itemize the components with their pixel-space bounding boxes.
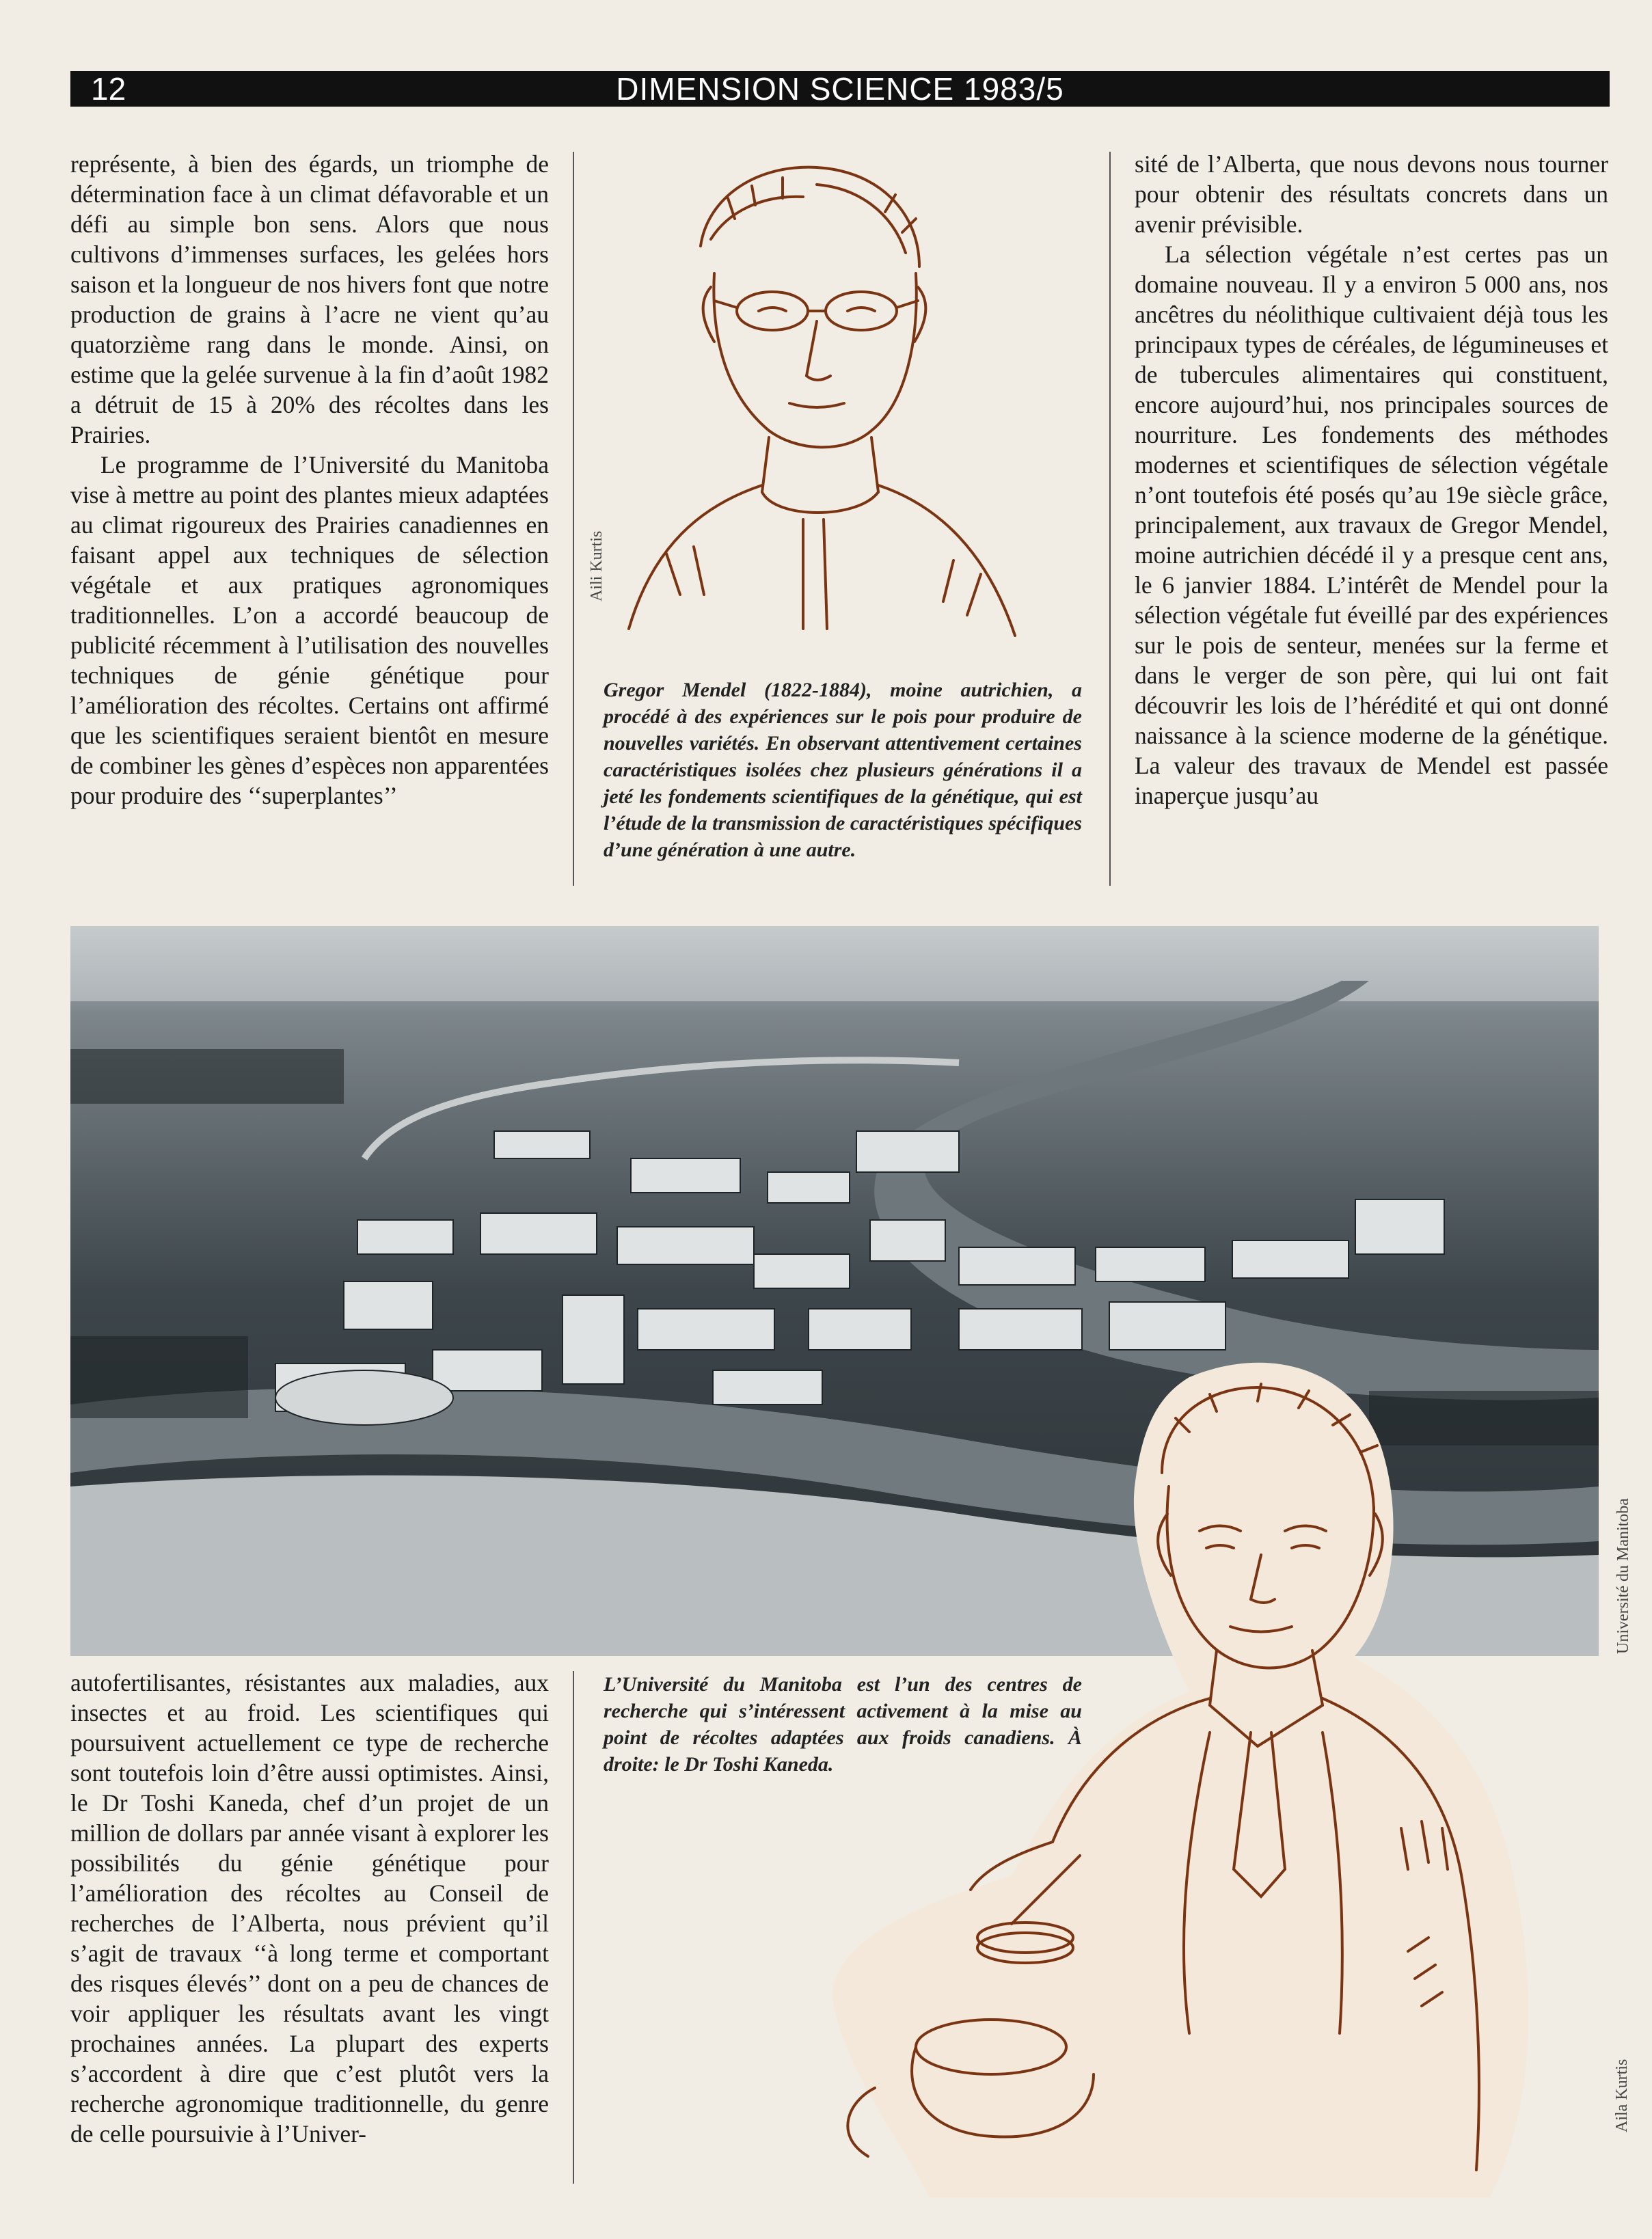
- mendel-portrait-illustration: [598, 137, 1076, 670]
- left-column-bottom: [70, 1668, 549, 2149]
- photo-caption: L’Université du Manitoba est l’un des centres de recherche qui s’intéressent activement à la mise au point de récoltes adaptées aux froids canadiens. À droite: le Dr Toshi Kaneda.: [604, 1673, 1082, 1776]
- illustration-credit: Aila Kurtis: [1613, 2059, 1631, 2132]
- paragraph: sité de l’Alberta, que nous devons nous tourner pour obtenir des résultats concrets dans un avenir prévisible.: [1135, 150, 1608, 238]
- paragraph: autofertilisantes, résistantes aux maladies, aux insectes et au froid. Les scientifiques qui poursuivent actuellement ce type de recherche sont toutefois loin d’être aussi optimistes. Ainsi, le Dr Toshi Kaneda, chef d’un projet de un million de dollars par année visant à explorer les possibilités du génie génétique pour l’amélioration des récoltes au Conseil de recherches de l’Alberta, nous prévient qu’il s’agit de travaux ‘‘à long terme et comportant des risques élevés’’ dont on a peu de chances de voir appliquer les résultats avant les vingt prochaines années. La plupart des experts s’accordent à dire que c’est plutôt vers la recherche agronomique traditionnelle, du genre de celle poursuivie à l’Univer-: [70, 1669, 549, 2147]
- journal-title: DIMENSION SCIENCE 1983/5: [616, 71, 1064, 107]
- column-divider: [573, 152, 574, 886]
- left-column-top: [70, 149, 549, 811]
- paragraph: Le programme de l’Université du Manitoba vise à mettre au point des plantes mieux adaptées au climat rigoureux des Prairies canadiennes en faisant appel aux techniques de sélection végétale et aux pratiques agronomiques traditionnelles. L’on a accordé beaucoup de publicité récemment à l’utilisation des nouvelles techniques de génie génétique pour l’amélioration des récoltes. Certains ont affirmé que les scientifiques seraient bientôt en mesure de combiner les gènes d’espèces non apparentées pour produire des ‘‘superplantes’’: [70, 451, 549, 809]
- header-bar: [70, 71, 1610, 107]
- photo-credit: Université du Manitoba: [1614, 1498, 1632, 1654]
- paragraph: La sélection végétale n’est certes pas un domaine nouveau. Il y a environ 5 000 ans, nos ancêtres du néolithique cultivaient déjà tous les principaux types de céréales, de légumineuses et de tubercules alimentaires qui constituent, encore aujourd’hui, nos principales sources de nourriture. Les fondements des méthodes modernes et scientifiques de sélection végétale n’ont toutefois été posés qu’au 19e siècle grâce, principalement, aux travaux de Gregor Mendel, moine autrichien décédé il y a presque cent ans, le 6 janvier 1884. L’intérêt de Mendel pour la sélection végétale fut éveillé par des expériences sur le pois de senteur, menées sur la ferme et dans le verger de son père, qui lui ont fait découvrir les lois de l’hérédité et qui ont donné naissance à la science moderne de la génétique. La valeur des travaux de Mendel est passée inaperçue jusqu’au: [1135, 241, 1608, 809]
- illustration-credit: Aili Kurtis: [588, 530, 606, 601]
- paragraph: représente, à bien des égards, un triomphe de détermination face à un climat défavorable et un défi au simple bon sens. Alors que nous cultivons d’immenses surfaces, les gelées hors saison et la longueur de nos hivers font que notre production de grains à l’acre ne vient qu’au quatorzième rang dans le monde. Ainsi, on estime que la gelée survenue à la fin d’août 1982 a détruit de 15 à 20% des récoltes dans les Prairies.: [70, 150, 549, 448]
- page-number: 12: [91, 71, 126, 107]
- column-divider: [573, 1671, 574, 2184]
- right-column-top: [1135, 149, 1608, 811]
- mendel-caption: Gregor Mendel (1822-1884), moine autrichien, a procédé à des expériences sur le pois pour produire de nouvelles variétés. En observant attentivement certaines caractéristiques isolées chez plusieurs générations il a jeté les fondements scientifiques de la génétique, qui est l’étude de la transmission de caractéristiques spécifiques d’une génération à une autre.: [604, 679, 1082, 861]
- column-divider: [1109, 152, 1111, 886]
